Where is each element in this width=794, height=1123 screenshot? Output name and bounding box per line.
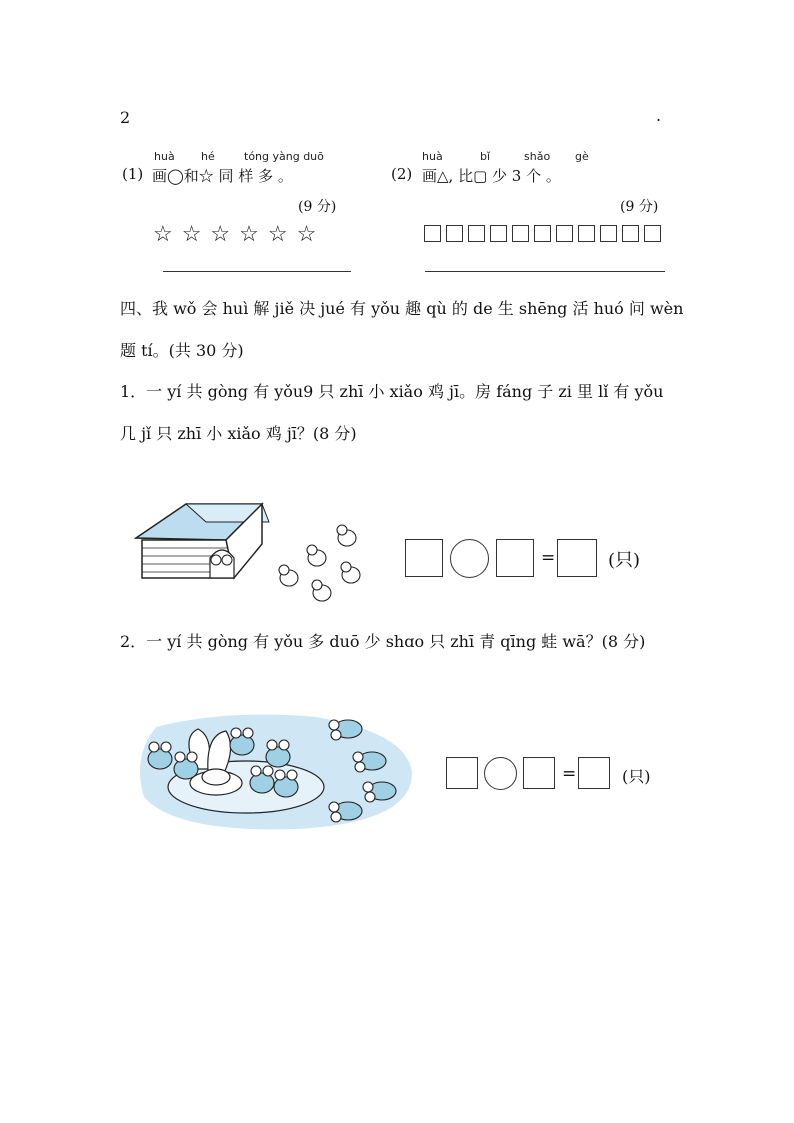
task-2-points: (9 分) [620,199,659,215]
pinyin-hua-1: huà [154,150,175,163]
task-2-label: (2) [391,165,413,183]
square-shape [644,225,661,242]
question-1-line2: 几 jǐ 只 zhī 小 xiǎo 鸡 jī？(8 分) [120,424,357,443]
square-shape [556,225,573,242]
square-shape [424,225,441,242]
equation-2-equals: = [562,764,577,784]
square-shape [446,225,463,242]
equation-1-unit: (只) [608,550,641,571]
equation-1-operator-circle[interactable] [450,539,489,578]
question-1-line1: 1．一 yí 共 gòng 有 yǒu9 只 zhī 小 xiǎo 鸡 jī。房 fáng 子 zi 里 lǐ 有 yǒu [120,382,664,401]
task-1-text: 画◯和☆ 同 样 多 。 [152,167,293,185]
task-1-points: (9 分) [298,199,337,215]
equation-2-box-a[interactable] [446,757,478,789]
answer-line-2[interactable] [425,271,665,272]
equation-2-unit: (只) [622,767,651,786]
square-shape [468,225,485,242]
question-2-line1: 2．一 yí 共 gòng 有 yǒu 多 duō 少 shɑo 只 zhī 青 qīng 蛙 wā？(8 分) [120,632,646,651]
page-dot: . [656,106,662,125]
pinyin-tong-yang-duo: tóng yàng duō [244,150,324,163]
pond-frogs-illustration [136,707,416,837]
house-icon [136,504,269,578]
equation-2-operator-circle[interactable] [484,757,517,790]
pinyin-ge: gè [575,150,589,163]
chick-icon [279,525,360,601]
square-shape [578,225,595,242]
task-2-text: 画△, 比▢ 少 3 个 。 [422,167,561,185]
equation-1-equals: = [541,548,556,568]
square-shape [622,225,639,242]
squares-row [424,225,666,242]
task-1-label: (1) [122,165,144,183]
equation-2-box-result[interactable] [578,757,610,789]
equation-1-box-result[interactable] [557,539,597,577]
answer-line-1[interactable] [163,271,351,272]
house-chicks-illustration [134,500,374,615]
pinyin-bi: bǐ [480,150,491,163]
page-number: 2 [120,108,131,127]
pinyin-shao: shǎo [524,150,551,163]
pinyin-hua-2: huà [422,150,443,163]
square-shape [534,225,551,242]
equation-1-box-b[interactable] [496,539,534,577]
square-shape [512,225,529,242]
pinyin-he: hé [201,150,215,163]
section-4-heading-line2: 题 tí。(共 30 分) [120,341,244,360]
section-4-heading-line1: 四、我 wǒ 会 huì 解 jiě 决 jué 有 yǒu 趣 qù 的 de 生 shēng 活 huó 问 wèn [120,299,684,318]
stars-row: ☆ ☆ ☆ ☆ ☆ ☆ [153,222,318,247]
equation-1-box-a[interactable] [405,539,443,577]
square-shape [600,225,617,242]
equation-2-box-b[interactable] [523,757,555,789]
square-shape [490,225,507,242]
